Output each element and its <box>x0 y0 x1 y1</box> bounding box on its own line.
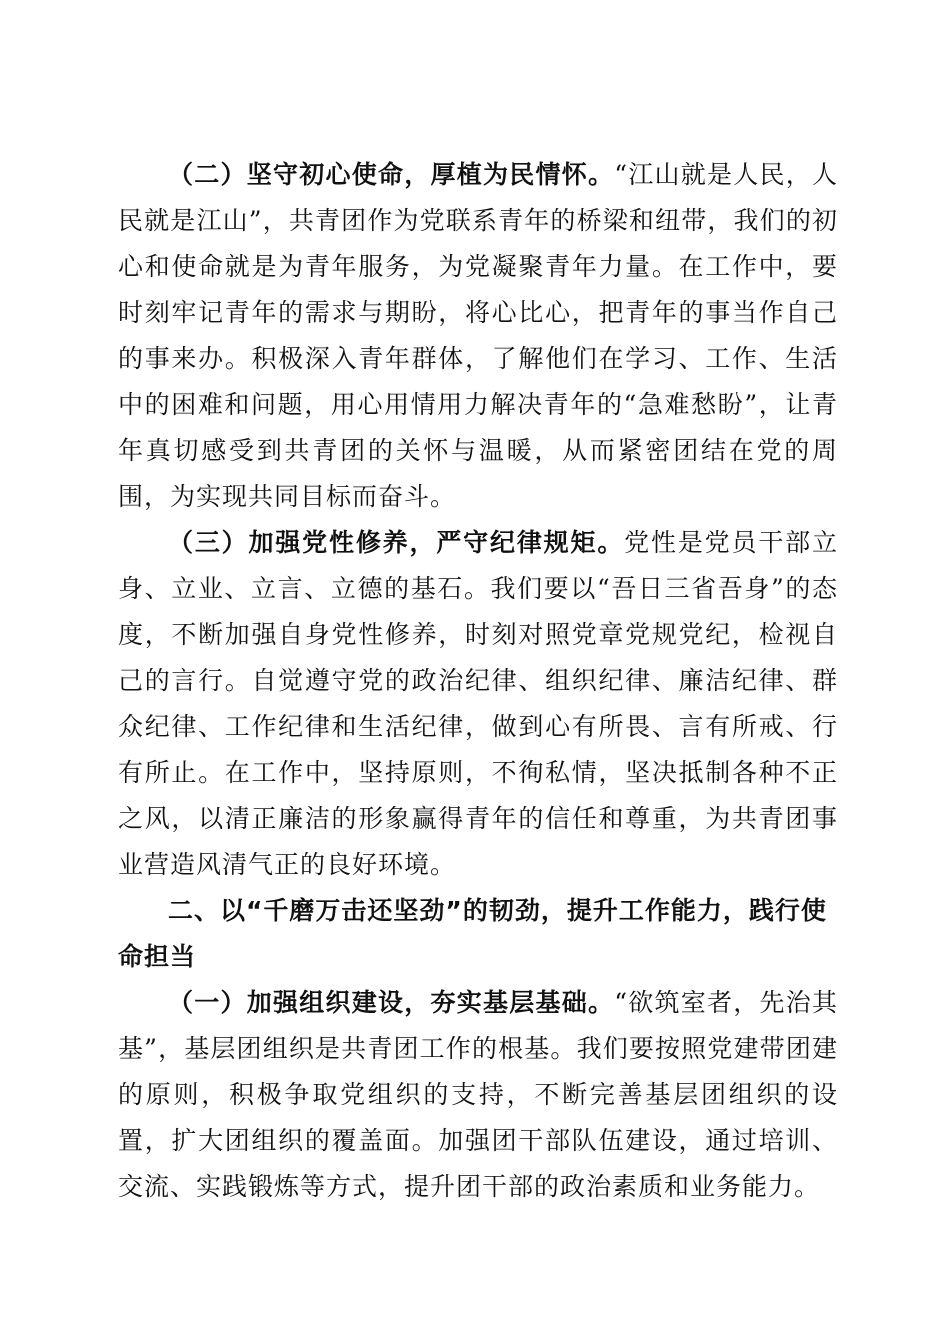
paragraph-party-spirit <box>118 520 838 888</box>
paragraph-text: “江山就是人民，人民就是江山”，共青团作为党联系青年的桥梁和纽带，我们的初心和使命就是为青年服务，为党凝聚青年力量。在工作中，要时刻牢记青年的需求与期盼，将心比心，把青年的事当作自己的事来办。积极深入青年群体，了解他们在学习、工作、生活中的困难和问题，用心用情用力解决青年的“急难愁盼”，让青年真切感受到共青团的关怀与温暖，从而紧密团结在党的周围，为实现共同目标而奋斗。 <box>118 160 838 511</box>
paragraph-text: 党性是党员干部立身、立业、立言、立德的基石。我们要以“吾日三省吾身”的态度，不断加强自身党性修养，时刻对照党章党规党纪，检视自己的言行。自觉遵守党的政治纪律、组织纪律、廉洁纪律、群众纪律、工作纪律和生活纪律，做到心有所畏、言有所戒、行有所止。在工作中，坚持原则，不徇私情，坚决抵制各种不正之风，以清正廉洁的形象赢得青年的信任和尊重，为共青团事业营造风清气正的良好环境。 <box>118 528 838 879</box>
document-body <box>118 152 838 1210</box>
paragraph-organization-building <box>118 980 838 1210</box>
section-heading-two: 二、以“千磨万击还坚劲”的韧劲，提升工作能力，践行使命担当 <box>118 896 827 971</box>
subheading-party-spirit: （三）加强党性修养，严守纪律规矩。 <box>168 528 625 557</box>
paragraph-text: “欲筑室者，先治其基”，基层团组织是共青团工作的根基。我们要按照党建带团建的原则，积极争取党组织的支持，不断完善基层团组织的设置，扩大团组织的覆盖面。加强团干部队伍建设，通过培训、交流、实践锻炼等方式，提升团干部的政治素质和业务能力。 <box>118 988 838 1201</box>
paragraph-keep-original-mission <box>118 152 838 520</box>
subheading-keep-original-mission: （二）坚守初心使命，厚植为民情怀。 <box>168 160 615 189</box>
subheading-organization-building: （一）加强组织建设，夯实基层基础。 <box>168 988 615 1017</box>
